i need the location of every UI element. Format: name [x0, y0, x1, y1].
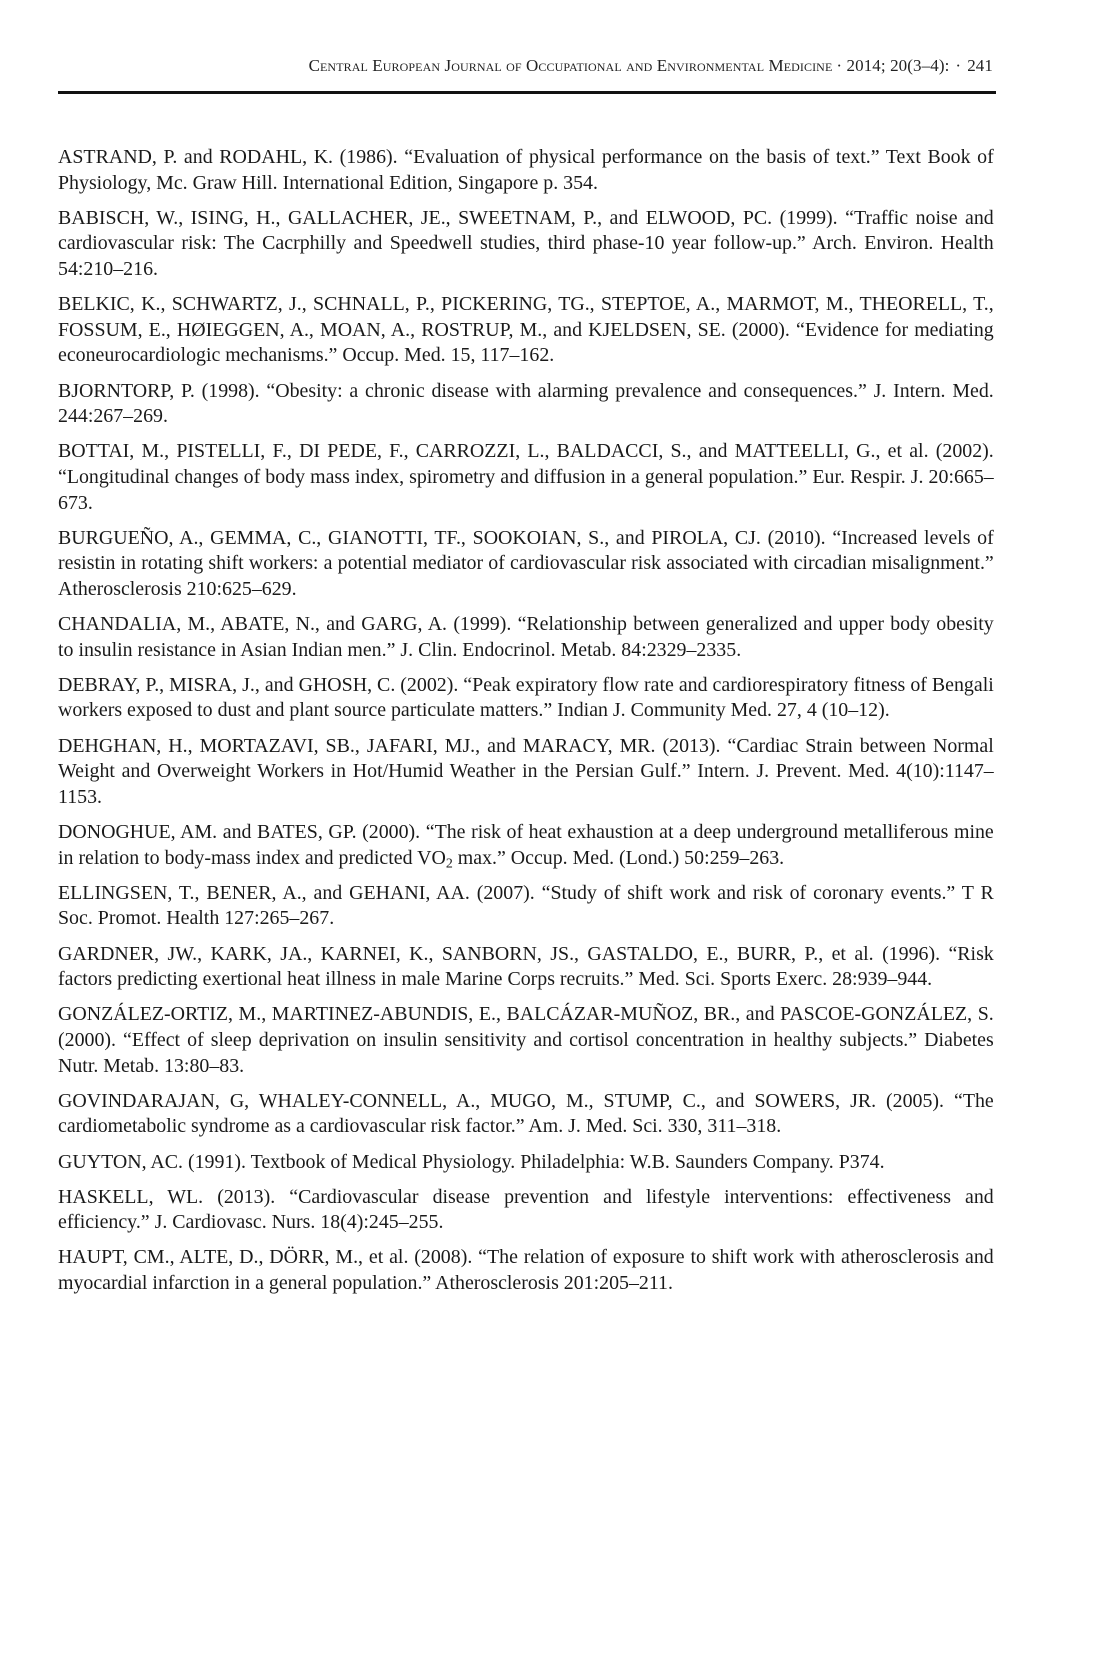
reference-item: ASTRAND, P. and RODAHL, K. (1986). “Evaluation of physical performance on the basis of text.” Text Book of Physiology, Mc. Graw Hill. International Edition, Singapore p. 354. — [58, 146, 994, 194]
reference-item: DEHGHAN, H., MORTAZAVI, SB., JAFARI, MJ., and MARACY, MR. (2013). “Cardiac Strain between Normal Weight and Overweight Workers in Hot/Humid Weather in the Persian Gulf.” Intern. J. Prevent. Med. 4(10):1147–1153. — [58, 734, 994, 808]
reference-item: BURGUEÑO, A., GEMMA, C., GIANOTTI, TF., SOOKOIAN, S., and PIROLA, CJ. (2010). “Increased levels of resistin in rotating shift workers: a potential mediator of cardiovascular risk associated with circadian misalignment.” Atherosclerosis 210:625–629. — [58, 526, 994, 600]
journal-title: Central European Journal of Occupational and Environmental Medicine — [308, 56, 833, 75]
reference-item: GONZÁLEZ-ORTIZ, M., MARTINEZ-ABUNDIS, E., BALCÁZAR-MUÑOZ, BR., and PASCOE-GONZÁLEZ, S. (2000). “Effect of sleep deprivation on insulin sensitivity and cortisol concentration in healthy subjects.” Diabetes Nutr. Metab. 13:80–83. — [58, 1003, 994, 1077]
reference-item — [58, 820, 994, 871]
reference-text: max.” Occup. Med. (Lond.) 50:259–263. — [452, 846, 785, 869]
reference-item: ELLINGSEN, T., BENER, A., and GEHANI, AA. (2007). “Study of shift work and risk of coronary events.” T R Soc. Promot. Health 127:265–267. — [58, 881, 994, 930]
reference-text: DONOGHUE, AM. and BATES, GP. (2000). “The risk of heat exhaustion at a deep underground metalliferous mine in relation to body-mass index and predicted VO — [58, 821, 994, 869]
header-separator: · — [955, 56, 962, 75]
reference-item: BABISCH, W., ISING, H., GALLACHER, JE., SWEETNAM, P., and ELWOOD, PC. (1999). “Traffic noise and cardiovascular risk: The Cacrphilly and Speedwell studies, third phase-10 year follow-up.” Arch. Environ. Health 54:210–216. — [58, 206, 994, 280]
issue-citation: · 2014; 20(3–4): — [836, 56, 950, 75]
reference-item: HAUPT, CM., ALTE, D., DÖRR, M., et al. (2008). “The relation of exposure to shift work with atherosclerosis and myocardial infarction in a general population.” Atherosclerosis 201:205–211. — [58, 1246, 994, 1295]
reference-item: BELKIC, K., SCHWARTZ, J., SCHNALL, P., PICKERING, TG., STEPTOE, A., MARMOT, M., THEORELL, T., FOSSUM, E., HØIEGGEN, A., MOAN, A., ROSTRUP, M., and KJELDSEN, SE. (2000). “Evidence for mediating econeurocardiologic mechanisms.” Occup. Med. 15, 117–162. — [58, 293, 994, 367]
subscript: 2 — [445, 855, 453, 872]
reference-item: CHANDALIA, M., ABATE, N., and GARG, A. (1999). “Relationship between generalized and upper body obesity to insulin resistance in Asian Indian men.” J. Clin. Endocrinol. Metab. 84:2329–2335. — [58, 613, 994, 661]
reference-item: GARDNER, JW., KARK, JA., KARNEI, K., SANBORN, JS., GASTALDO, E., BURR, P., et al. (1996). “Risk factors predicting exertional heat illness in male Marine Corps recruits.” Med. Sci. Sports Exerc. 28:939–944. — [58, 942, 994, 991]
header-rule — [58, 91, 996, 94]
reference-item: GOVINDARAJAN, G, WHALEY-CONNELL, A., MUGO, M., STUMP, C., and SOWERS, JR. (2005). “The cardiometabolic syndrome as a cardiovascular risk factor.” Am. J. Med. Sci. 330, 311–318. — [58, 1089, 994, 1138]
reference-item: GUYTON, AC. (1991). Textbook of Medical Physiology. Philadelphia: W.B. Saunders Company. P374. — [58, 1150, 885, 1173]
reference-item: BJORNTORP, P. (1998). “Obesity: a chronic disease with alarming prevalence and consequences.” J. Intern. Med. 244:267–269. — [58, 379, 994, 428]
reference-list — [58, 145, 993, 1306]
reference-item: HASKELL, WL. (2013). “Cardiovascular disease prevention and lifestyle interventions: effectiveness and efficiency.” J. Cardiovasc. Nurs. 18(4):245–255. — [58, 1185, 994, 1234]
running-header — [58, 56, 993, 86]
page-number: 241 — [967, 56, 993, 75]
reference-item: DEBRAY, P., MISRA, J., and GHOSH, C. (2002). “Peak expiratory flow rate and cardiorespiratory fitness of Bengali workers exposed to dust and plant source particulate matters.” Indian J. Community Med. 27, 4 (10–12). — [58, 673, 994, 722]
reference-item: BOTTAI, M., PISTELLI, F., DI PEDE, F., CARROZZI, L., BALDACCI, S., and MATTEELLI, G., et al. (2002). “Longitudinal changes of body mass index, spirometry and diffusion in a general population.” Eur. Respir. J. 20:665–673. — [58, 440, 994, 514]
